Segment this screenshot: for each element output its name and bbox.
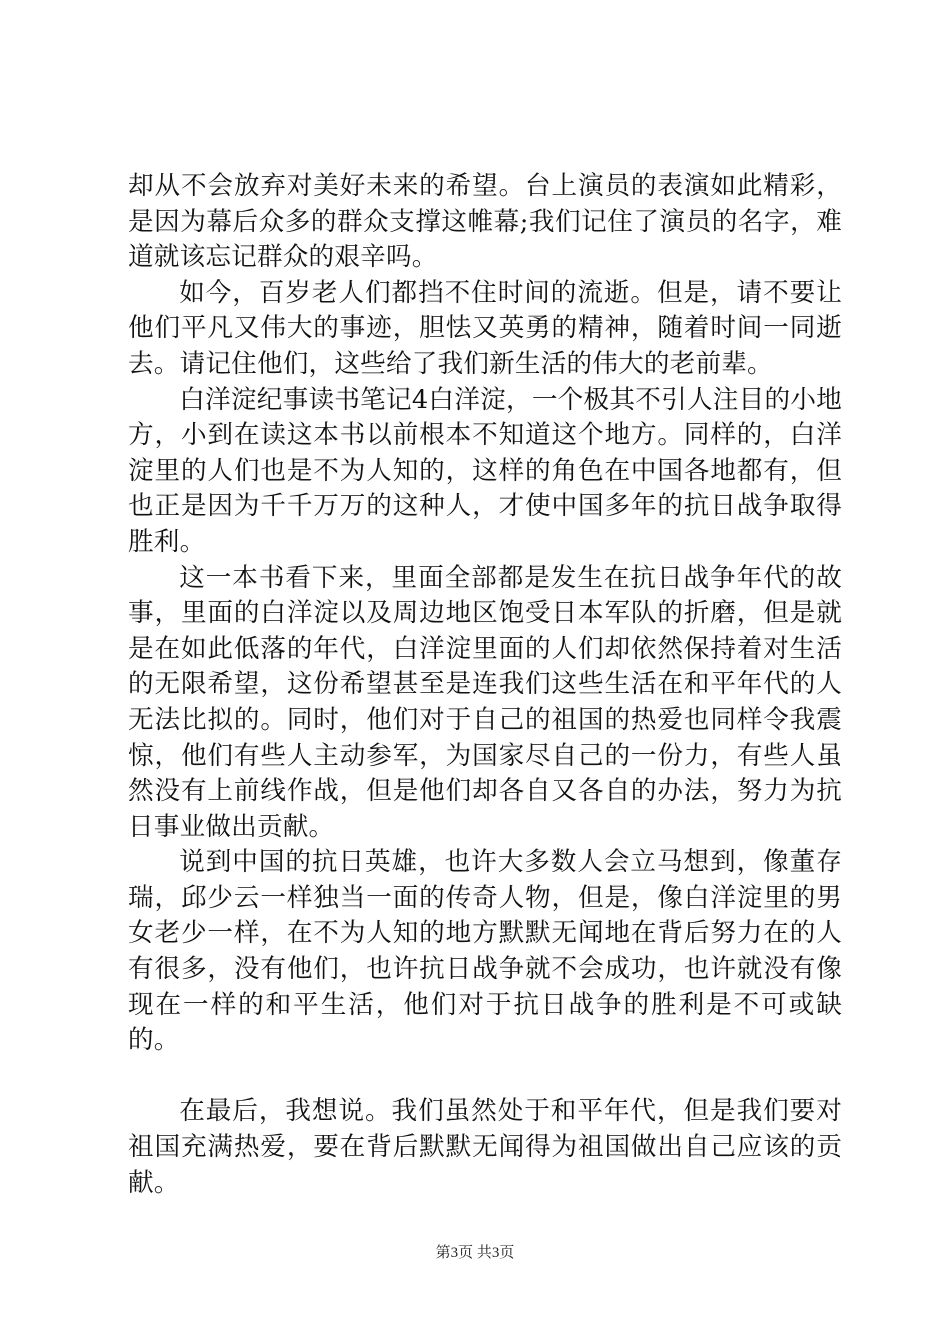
paragraph-5: 说到中国的抗日英雄，也许大多数人会立马想到，像董存瑞，邱少云一样独当一面的传奇人物，但是，像白洋淀里的男女老少一样，在不为人知的地方默默无闻地在背后努力在的人有很多，没有他们，也许抗日战争就不会成功，也许就没有像现在一样的和平生活，他们对于抗日战争的胜利是不可或缺的。 — [128, 847, 842, 1056]
paragraph-3: 白洋淀纪事读书笔记4白洋淀，一个极其不引人注目的小地方，小到在读这本书以前根本不知道这个地方。同样的，白洋淀里的人们也是不为人知的，这样的角色在中国各地都有，但也正是因为千千万万的这种人，才使中国多年的抗日战争取得胜利。 — [128, 384, 842, 557]
paragraph-4: 这一本书看下来，里面全部都是发生在抗日战争年代的故事，里面的白洋淀以及周边地区饱受日本军队的折磨，但是就是在如此低落的年代，白洋淀里面的人们却依然保持着对生活的无限希望，这份希望甚至是连我们这些生活在和平年代的人无法比拟的。同时，他们对于自己的祖国的热爱也同样令我震惊，他们有些人主动参军，为国家尽自己的一份力，有些人虽然没有上前线作战，但是他们却各自又各自的办法，努力为抗日事业做出贡献。 — [128, 562, 842, 842]
paragraph-2: 如今，百岁老人们都挡不住时间的流逝。但是，请不要让他们平凡又伟大的事迹，胆怯又英勇的精神，随着时间一同逝去。请记住他们，这些给了我们新生活的伟大的老前辈。 — [128, 277, 842, 379]
document-body — [128, 169, 842, 1201]
paragraph-6: 在最后，我想说。我们虽然处于和平年代，但是我们要对祖国充满热爱，要在背后默默无闻得为祖国做出自己应该的贡献。 — [128, 1096, 842, 1198]
page-number-footer: 第3页 共3页 — [435, 1245, 515, 1261]
paragraph-1: 却从不会放弃对美好未来的希望。台上演员的表演如此精彩，是因为幕后众多的群众支撑这帷幕;我们记住了演员的名字，难道就该忘记群众的艰辛吗。 — [128, 171, 842, 273]
